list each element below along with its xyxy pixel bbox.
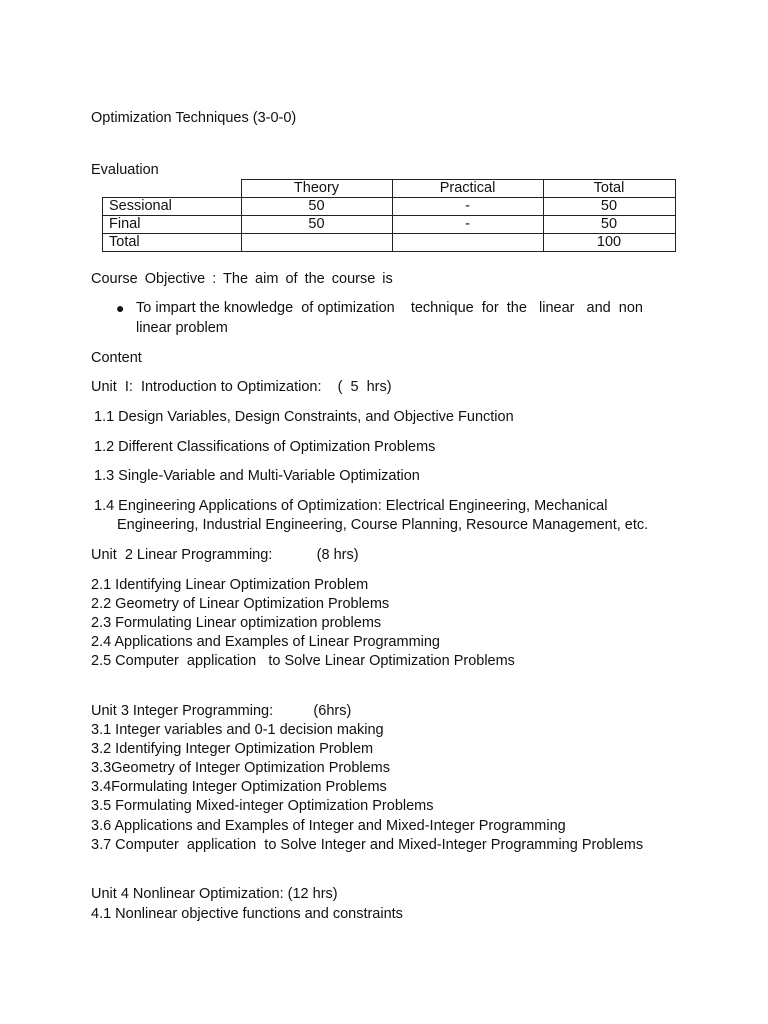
list-item: 3.6 Applications and Examples of Integer and Mixed-Integer Programming xyxy=(91,818,566,834)
list-item: 3.1 Integer variables and 0-1 decision making xyxy=(91,722,384,738)
evaluation-heading: Evaluation xyxy=(91,162,159,178)
table-row xyxy=(103,216,676,234)
bullet-icon: ● xyxy=(116,300,125,316)
course-objective: Course Objective : The aim of the course is xyxy=(91,271,393,287)
list-item: 3.4Formulating Integer Optimization Problems xyxy=(91,779,387,795)
unit2-heading: Unit 2 Linear Programming: (8 hrs) xyxy=(91,547,359,563)
list-item-continuation: Engineering, Industrial Engineering, Course Planning, Resource Management, etc. xyxy=(117,517,649,533)
list-item: 2.1 Identifying Linear Optimization Problem xyxy=(91,577,369,593)
list-item: 2.2 Geometry of Linear Optimization Problems xyxy=(91,596,390,612)
table-corner-cell xyxy=(103,180,242,198)
row-label: Total xyxy=(103,234,242,252)
cell-total: 100 xyxy=(543,234,675,252)
header-theory: Theory xyxy=(241,180,392,198)
list-item: 2.4 Applications and Examples of Linear Programming xyxy=(91,634,440,650)
list-item: 2.5 Computer application to Solve Linear Optimization Problems xyxy=(91,653,515,669)
table-row xyxy=(103,234,676,252)
unit4-heading: Unit 4 Nonlinear Optimization: (12 hrs) xyxy=(91,886,338,902)
list-item: 1.3 Single-Variable and Multi-Variable Optimization xyxy=(94,468,420,484)
cell-total: 50 xyxy=(543,198,675,216)
cell-practical: - xyxy=(392,198,543,216)
cell-theory: 50 xyxy=(241,198,392,216)
cell-total: 50 xyxy=(543,216,675,234)
list-item: 3.3Geometry of Integer Optimization Problems xyxy=(91,760,390,776)
header-practical: Practical xyxy=(392,180,543,198)
list-item: 1.2 Different Classifications of Optimization Problems xyxy=(94,439,436,455)
objective-bullet-line2: linear problem xyxy=(136,320,228,336)
row-label: Final xyxy=(103,216,242,234)
unit1-heading: Unit I: Introduction to Optimization: ( 5 hrs) xyxy=(91,379,392,395)
table-row xyxy=(103,198,676,216)
row-label: Sessional xyxy=(103,198,242,216)
list-item: 3.5 Formulating Mixed-integer Optimization Problems xyxy=(91,798,434,814)
cell-practical: - xyxy=(392,216,543,234)
header-total: Total xyxy=(543,180,675,198)
objective-bullet-line1: To impart the knowledge of optimization technique for the linear and non xyxy=(136,300,643,316)
cell-theory xyxy=(241,234,392,252)
table-header-row xyxy=(103,180,676,198)
list-item: 1.4 Engineering Applications of Optimization: Electrical Engineering, Mechanical xyxy=(94,498,608,514)
list-item: 3.7 Computer application to Solve Integer and Mixed-Integer Programming Problems xyxy=(91,837,644,853)
cell-practical xyxy=(392,234,543,252)
content-label: Content xyxy=(91,350,142,366)
list-item: 2.3 Formulating Linear optimization problems xyxy=(91,615,382,631)
course-title: Optimization Techniques (3-0-0) xyxy=(91,110,297,126)
unit3-heading: Unit 3 Integer Programming: (6hrs) xyxy=(91,703,352,719)
evaluation-table xyxy=(102,179,676,252)
list-item: 1.1 Design Variables, Design Constraints, and Objective Function xyxy=(94,409,514,425)
cell-theory: 50 xyxy=(241,216,392,234)
list-item: 4.1 Nonlinear objective functions and constraints xyxy=(91,906,403,922)
list-item: 3.2 Identifying Integer Optimization Problem xyxy=(91,741,374,757)
